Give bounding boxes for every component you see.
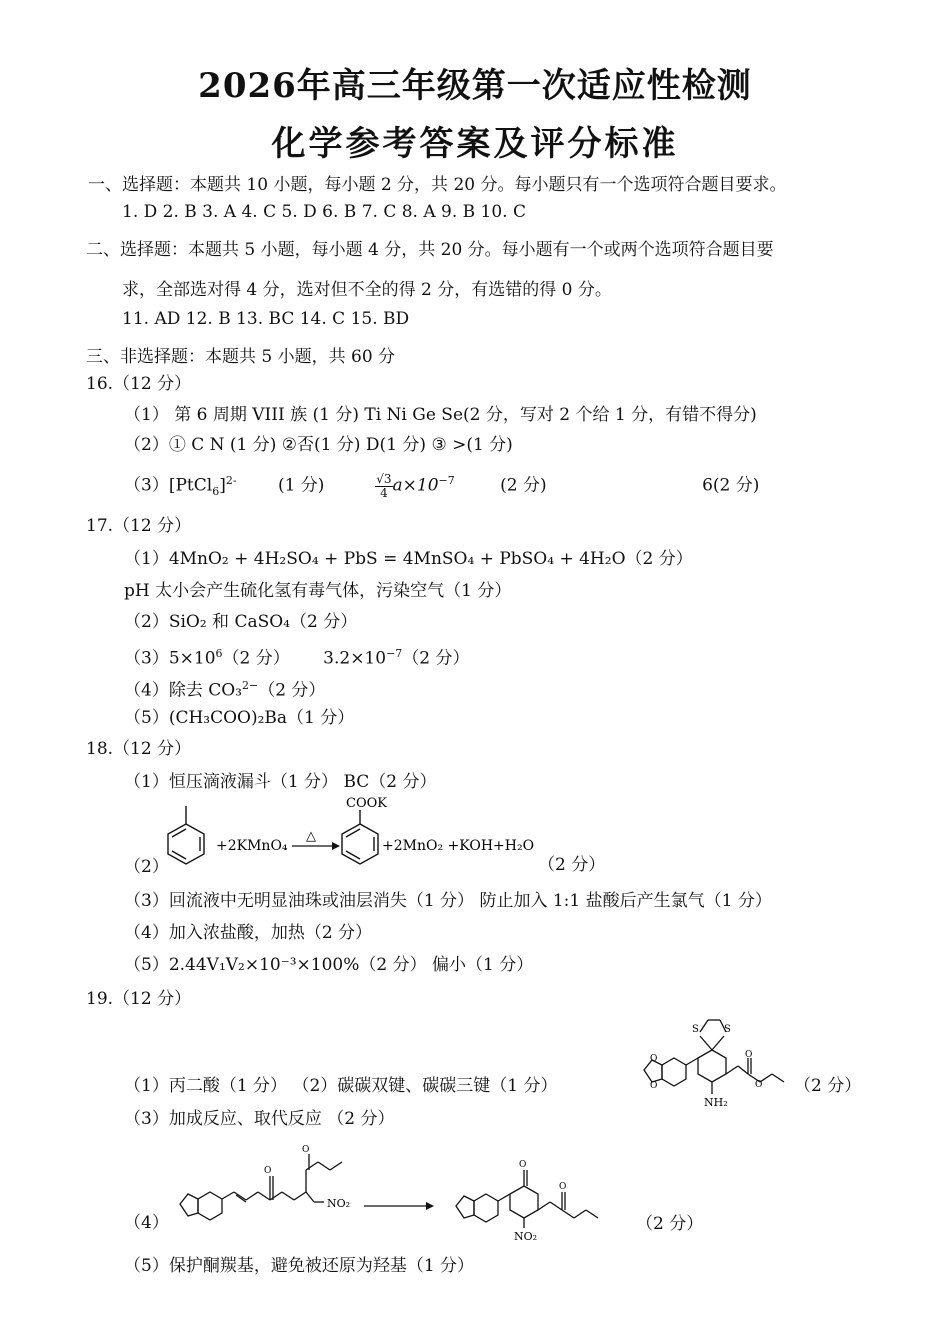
q19-carbonyl-oxygen: O <box>745 1050 753 1060</box>
q18-heat-symbol: △ <box>306 829 316 844</box>
q16-expr: a×10 <box>392 475 439 496</box>
q17-part2: （2）SiO₂ 和 CaSO₄（2 分） <box>124 612 358 632</box>
q19-part1-2-score: （2 分） <box>794 1076 862 1096</box>
q18-part1: （1）恒压滴液漏斗（1 分） BC（2 分） <box>124 772 437 792</box>
q17-part3-exp2: −7 <box>386 647 403 660</box>
q16-part3-prefix: （3） <box>124 475 169 496</box>
q16-part2: （2）① C N (1 分) ②否(1 分) D(1 分) ③ >(1 分) <box>124 435 513 455</box>
q17-part4-score: （2 分） <box>258 680 326 701</box>
q17-part3 <box>124 643 470 670</box>
part1-header: 一、选择题：本题共 10 小题，每小题 2 分，共 20 分。每小题只有一个选项符合题目要求。 <box>88 175 787 195</box>
q18-part3: （3）回流液中无明显油珠或油层消失（1 分） 防止加入 1:1 盐酸后产生氯气（1 分） <box>124 891 772 911</box>
q18-products: +2MnO₂ +KOH+H₂O <box>382 838 535 854</box>
q19-part3: （3）加成反应、取代反应 （2 分） <box>124 1109 395 1129</box>
q18-part5: （5）2.44V₁V₂×10⁻³×100%（2 分） 偏小（1 分） <box>124 955 534 975</box>
q17-part3-value2: 3.2×10 <box>323 648 387 669</box>
q19-oxygen-atom-1: O <box>650 1054 658 1064</box>
q18-part2-score: （2 分） <box>538 855 606 875</box>
q17-part3-score2: （2 分） <box>402 648 470 669</box>
q19-no2-label-a: NO₂ <box>327 1197 351 1210</box>
q16-score1: (1 分) <box>277 475 325 496</box>
q19-part5: （5）保护酮羰基，避免被还原为羟基（1 分） <box>124 1256 475 1276</box>
q16-fraction-num: √3 <box>376 471 392 486</box>
toluene-structure <box>168 806 204 864</box>
page-subtitle: 化学参考答案及评分标准 <box>271 124 679 164</box>
q16-exp: −7 <box>438 474 455 487</box>
q16-part3: （3）[PtCl$_6$]$^{2-}$ (1 分) $\frac{√3}{4}$ $a\times 10^{-7}$ (2 分) 6(2 分) <box>124 471 760 500</box>
q19-part4-score: （2 分） <box>636 1214 704 1234</box>
q17-part1-equation: （1）4MnO₂ + 4H₂SO₄ + PbS = 4MnSO₄ + PbSO₄ + 4H₂O（2 分） <box>124 549 693 569</box>
part3-header: 三、非选择题：本题共 5 小题，共 60 分 <box>86 347 396 367</box>
q19-reactant-carbonyl-oxygen: O <box>302 1145 310 1155</box>
q19-arrow-head <box>426 1202 434 1210</box>
q19-dithiolane-structure <box>636 1012 796 1118</box>
q19-ester-oxygen: O <box>755 1080 763 1090</box>
q19-sulfur-atom-2: S <box>724 1024 731 1035</box>
part2-header-line1: 二、选择题：本题共 5 小题，每小题 4 分，共 20 分。每小题有一个或两个选项符合题目要 <box>86 240 774 260</box>
q19-reaction-scheme <box>164 1140 644 1250</box>
q17-part5: （5）(CH₃COO)₂Ba（1 分） <box>124 708 355 728</box>
q18-part4: （4）加入浓盐酸，加热（2 分） <box>124 923 373 943</box>
q19-part1-2: （1）丙二酸（1 分） （2）碳碳双键、碳碳三键（1 分） <box>124 1076 558 1096</box>
q18-part2-prefix: （2） <box>124 857 169 877</box>
part2-header-line2: 求，全部选对得 4 分，选对但不全的得 2 分，有选错的得 0 分。 <box>122 280 612 300</box>
q17-part3-score1: （2 分） <box>222 648 290 669</box>
q19-no2-label-b: NO₂ <box>514 1230 538 1243</box>
part2-answers: 11. AD 12. B 13. BC 14. C 15. BD <box>122 309 410 329</box>
q17-part4-charge: 2− <box>241 679 259 692</box>
q17-part4 <box>124 675 325 702</box>
q18-arrow-head <box>332 842 340 850</box>
q16-score2: (2 分) <box>500 475 547 496</box>
q16-part1: （1） 第 6 周期 VIII 族 (1 分) Ti Ni Ge Se(2 分，写对 2 个给 1 分，有错不得分) <box>124 405 757 425</box>
q16-complex-charge: 2- <box>225 474 237 487</box>
part1-answers: 1. D 2. B 3. A 4. C 5. D 6. B 7. C 8. A 9. B 10. C <box>122 202 526 222</box>
q19-part4-prefix: （4） <box>124 1213 169 1233</box>
q16-last: 6(2 分) <box>702 475 760 496</box>
q17-part1-note: pH 太小会产生硫化氢有毒气体，污染空气（1 分） <box>124 581 512 601</box>
q19-sulfur-atom-1: S <box>692 1024 699 1035</box>
q16-complex-formula: [PtCl <box>168 475 213 496</box>
q16-title: 16.（12 分） <box>86 374 192 394</box>
q17-part3-exp1: 6 <box>215 647 223 660</box>
q18-title: 18.（12 分） <box>86 739 192 759</box>
q19-ketone-oxygen: O <box>264 1166 272 1176</box>
q18-reagent: +2KMnO₄ <box>216 838 288 854</box>
q16-fraction <box>375 473 392 500</box>
q19-product-carbonyl-oxygen: O <box>559 1182 567 1192</box>
q19-nh2-label: NH₂ <box>704 1096 728 1109</box>
q19-product-ketone-oxygen: O <box>519 1160 527 1170</box>
potassium-benzoate-structure <box>342 810 378 864</box>
q17-title: 17.（12 分） <box>86 516 192 536</box>
q16-fraction-den: 4 <box>380 485 388 500</box>
page-title: 2026年高三年级第一次适应性检测 <box>198 66 752 106</box>
q18-cook-label: COOK <box>346 796 387 811</box>
q19-title: 19.（12 分） <box>86 989 192 1009</box>
q17-part4-text: （4）除去 CO₃ <box>124 680 242 701</box>
q19-oxygen-atom-2: O <box>650 1081 658 1091</box>
q17-part3-value1: （3）5×10 <box>124 648 216 669</box>
q16-complex-sub: 6 <box>212 485 220 499</box>
